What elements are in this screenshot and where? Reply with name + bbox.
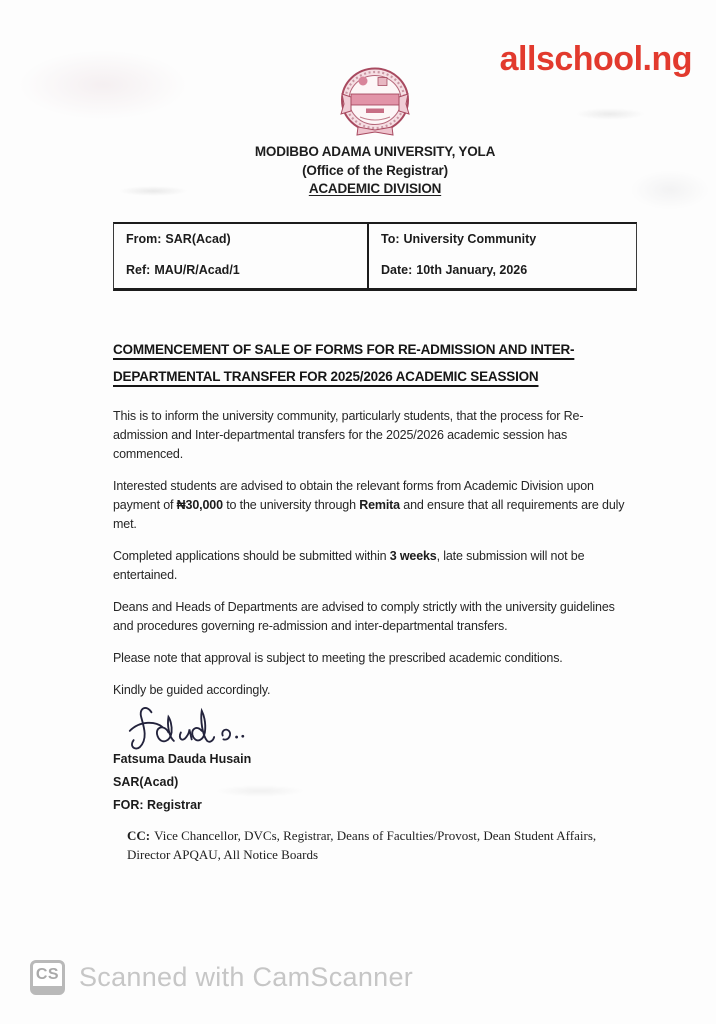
deadline-bold: 3 weeks	[389, 548, 437, 563]
meta-right-column	[369, 224, 636, 288]
paragraph-4	[113, 598, 637, 636]
paragraph-3-text: , late submission will not be entertained.	[113, 548, 585, 582]
paragraph-6	[113, 681, 637, 700]
paragraph-1-text: This is to inform the university community, particularly students, that the process for Re-admission and Inter-departmental transfers for the 2025/2026 academic session has commenced.	[113, 408, 584, 461]
signer-name: Fatsuma Dauda Husain	[113, 751, 252, 766]
office-name: (Office of the Registrar)	[302, 162, 448, 178]
letterhead	[113, 143, 637, 199]
paragraph-3	[113, 547, 637, 585]
ref-value: MAU/R/Acad/1	[154, 262, 240, 277]
scan-smudge	[575, 108, 645, 120]
cc-recipients: Vice Chancellor, DVCs, Registrar, Deans of Faculties/Provost, Dean Student Affairs, Director APQAU, All Notice Boards	[127, 827, 597, 862]
from-label: From:	[126, 231, 162, 246]
signer-position: SAR(Acad)	[113, 774, 179, 789]
meta-date	[381, 263, 626, 277]
amount-bold: ₦30,000	[176, 497, 223, 512]
university-seal-icon	[335, 64, 415, 147]
remita-bold: Remita	[359, 497, 400, 512]
paragraph-5-text: Please note that approval is subject to meeting the prescribed academic conditions.	[113, 650, 563, 665]
university-name: MODIBBO ADAMA UNIVERSITY, YOLA	[254, 144, 496, 159]
camscanner-footer	[30, 960, 413, 995]
camscanner-icon-base	[33, 986, 62, 992]
scan-smudge	[18, 50, 188, 120]
paragraph-1	[113, 407, 637, 464]
to-label: To:	[381, 231, 400, 246]
letter-body	[113, 143, 637, 865]
meta-ref	[126, 263, 357, 277]
allschool-watermark: allschool.ng	[499, 40, 692, 78]
from-value: SAR(Acad)	[165, 231, 231, 246]
to-value: University Community	[403, 231, 537, 246]
paragraph-6-text: Kindly be guided accordingly.	[113, 682, 271, 697]
scan-smudge	[630, 170, 710, 210]
cc-list	[127, 826, 637, 865]
memo-title	[113, 336, 637, 390]
memo-meta-table	[113, 222, 637, 291]
camscanner-text: Scanned with CamScanner	[79, 962, 414, 992]
paragraph-3-text: Completed applications should be submitted within	[113, 548, 390, 563]
memo-paragraphs	[113, 407, 637, 700]
memo-title-line1: COMMENCEMENT OF SALE OF FORMS FOR RE-ADMISSION AND INTER-	[113, 341, 575, 357]
paragraph-2-text: and ensure that all requirements are duly met.	[113, 497, 625, 531]
paragraph-2-text: Interested students are advised to obtain the relevant forms from Academic Division upon payment of	[113, 478, 594, 512]
memo-title-line2: DEPARTMENTAL TRANSFER FOR 2025/2026 ACADEMIC SEASSION	[113, 368, 539, 384]
date-value: 10th January, 2026	[416, 262, 528, 277]
division-name: ACADEMIC DIVISION	[308, 181, 442, 196]
signature-handwriting	[123, 703, 637, 751]
paragraph-2	[113, 477, 637, 534]
meta-to	[381, 232, 626, 246]
meta-left-column	[114, 224, 369, 288]
paragraph-5	[113, 649, 637, 668]
signer-for-line: FOR: Registrar	[113, 797, 202, 812]
date-label: Date:	[381, 262, 413, 277]
meta-from	[126, 232, 357, 246]
ref-label: Ref:	[126, 262, 151, 277]
camscanner-icon	[30, 960, 65, 995]
paragraph-4-text: Deans and Heads of Departments are advised to comply strictly with the university guidelines and procedures governing re-admission and inter-departmental transfers.	[113, 599, 615, 633]
cc-label: CC:	[127, 827, 151, 843]
camscanner-icon-letters: CS	[35, 966, 60, 983]
paragraph-2-text: to the university through	[222, 497, 360, 512]
